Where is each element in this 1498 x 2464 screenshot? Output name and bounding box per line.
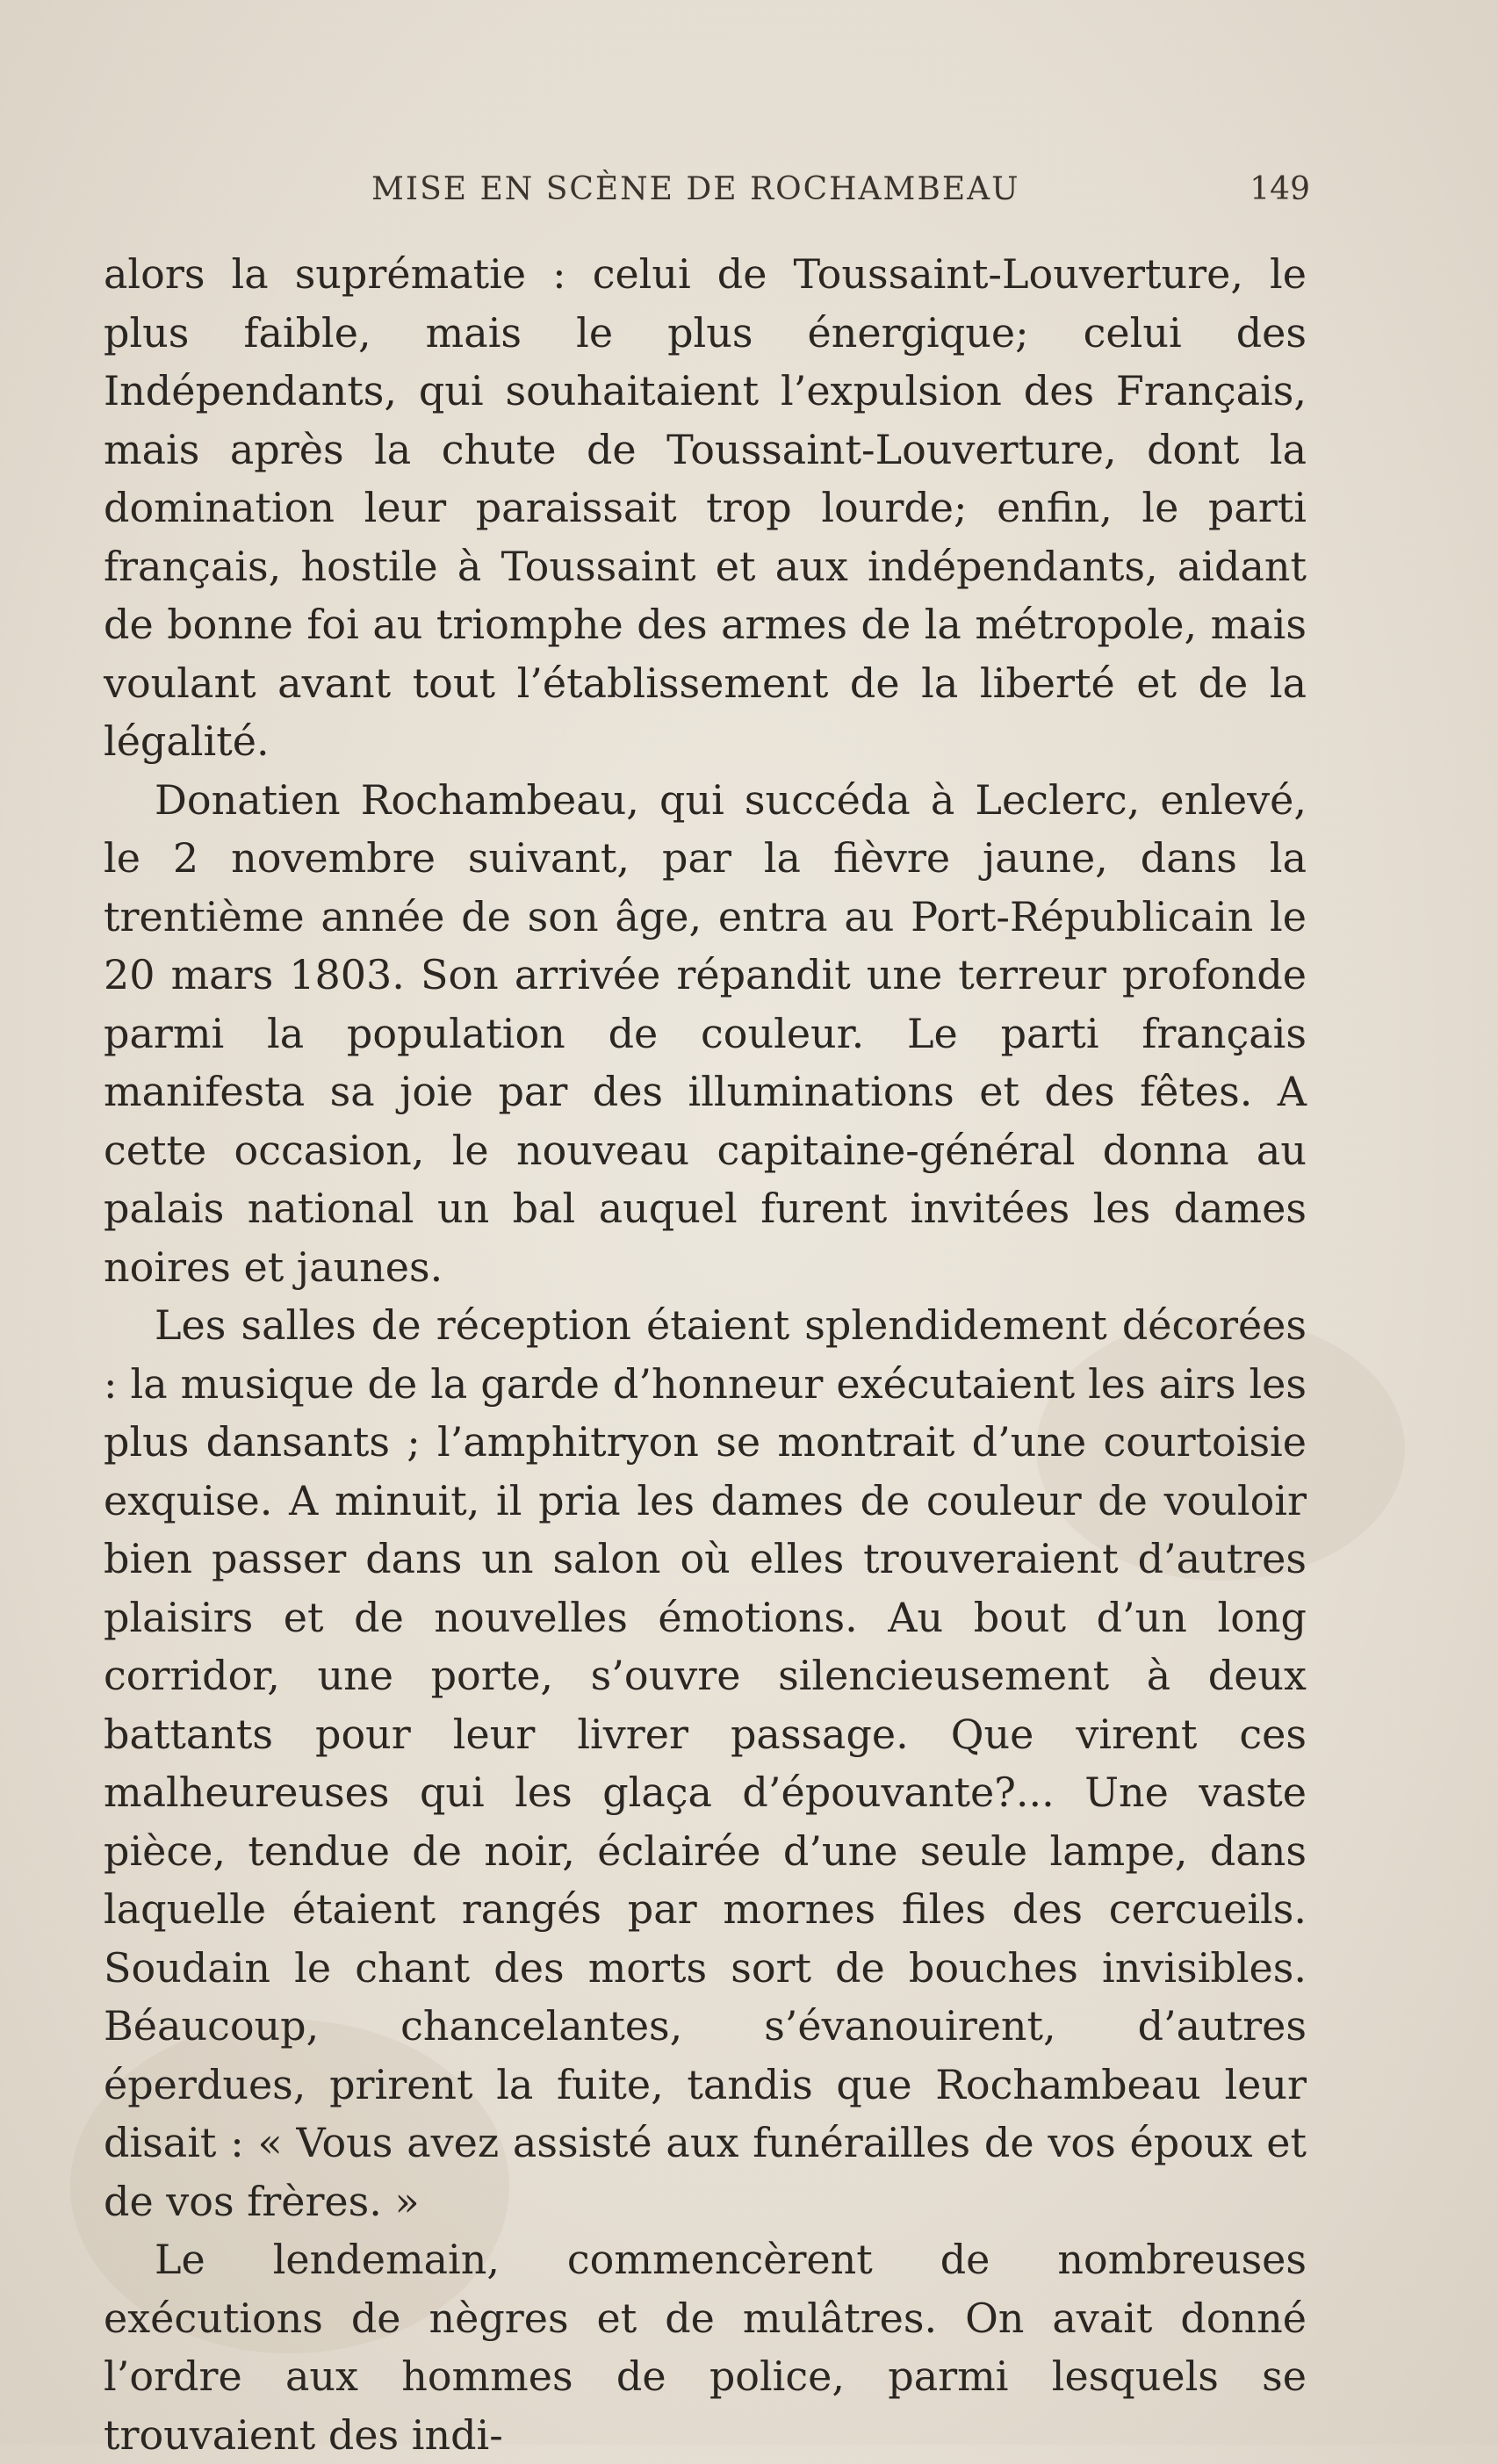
paragraph: Donatien Rochambeau, qui succéda à Leclerc, enlevé, le 2 novembre suivant, par la fièvre jaune, dans la trentième année de son âge, entra au Port-Républicain le 20 mars 1803. Son arrivée répandit une terreur profonde parmi la population de couleur. Le parti français manifesta sa joie par des illuminations et des fêtes. A cette occasion, le nouveau capitaine-général donna au palais national un bal auquel furent invitées les dames noires et jaunes. <box>104 775 1307 1291</box>
paragraph: Les salles de réception étaient splendidement décorées : la musique de la garde d’honneur exécutaient les airs les plus dansants ; l’amphitryon se montrait d’une courtoisie exquise. A minuit, il pria les dames de couleur de vouloir bien passer dans un salon où elles trouveraient d’autres plaisirs et de nouvelles émotions. Au bout d’un long corridor, une porte, s’ouvre silencieusement à deux battants pour leur livrer passage. Que virent ces malheureuses qui les glaça d’épouvante?... Une vaste pièce, tendue de noir, éclairée d’une seule lampe, dans laquelle étaient rangés par mornes files des cercueils. Soudain le chant des morts sort de bouches invisibles. Béaucoup, chancelantes, s’évanouirent, d’autres éperdues, prirent la fuite, tandis que Rochambeau leur disait : « Vous avez assisté aux funérailles de vos époux et de vos frères. » <box>104 1301 1307 2225</box>
page-number: 149 <box>1250 171 1310 207</box>
body-text <box>104 245 1307 2464</box>
book-page <box>104 171 1310 2464</box>
paragraph: alors la suprématie : celui de Toussaint-Louverture, le plus faible, mais le plus énergique; celui des Indépendants, qui souhaitaient l’expulsion des Français, mais après la chute de Toussaint-Louverture, dont la domination leur paraissait trop lourde; enfin, le parti français, hostile à Toussaint et aux indépendants, aidant de bonne foi au triomphe des armes de la métropole, mais voulant avant tout l’établissement de la liberté et de la légalité. <box>104 250 1307 765</box>
paragraph: Le lendemain, commencèrent de nombreuses exécutions de nègres et de mulâtres. On avait donné l’ordre aux hommes de police, parmi lesquels se trouvaient des indi- <box>104 2236 1307 2459</box>
running-title: MISE EN SCÈNE DE ROCHAMBEAU <box>371 171 1020 207</box>
running-header <box>104 171 1310 224</box>
